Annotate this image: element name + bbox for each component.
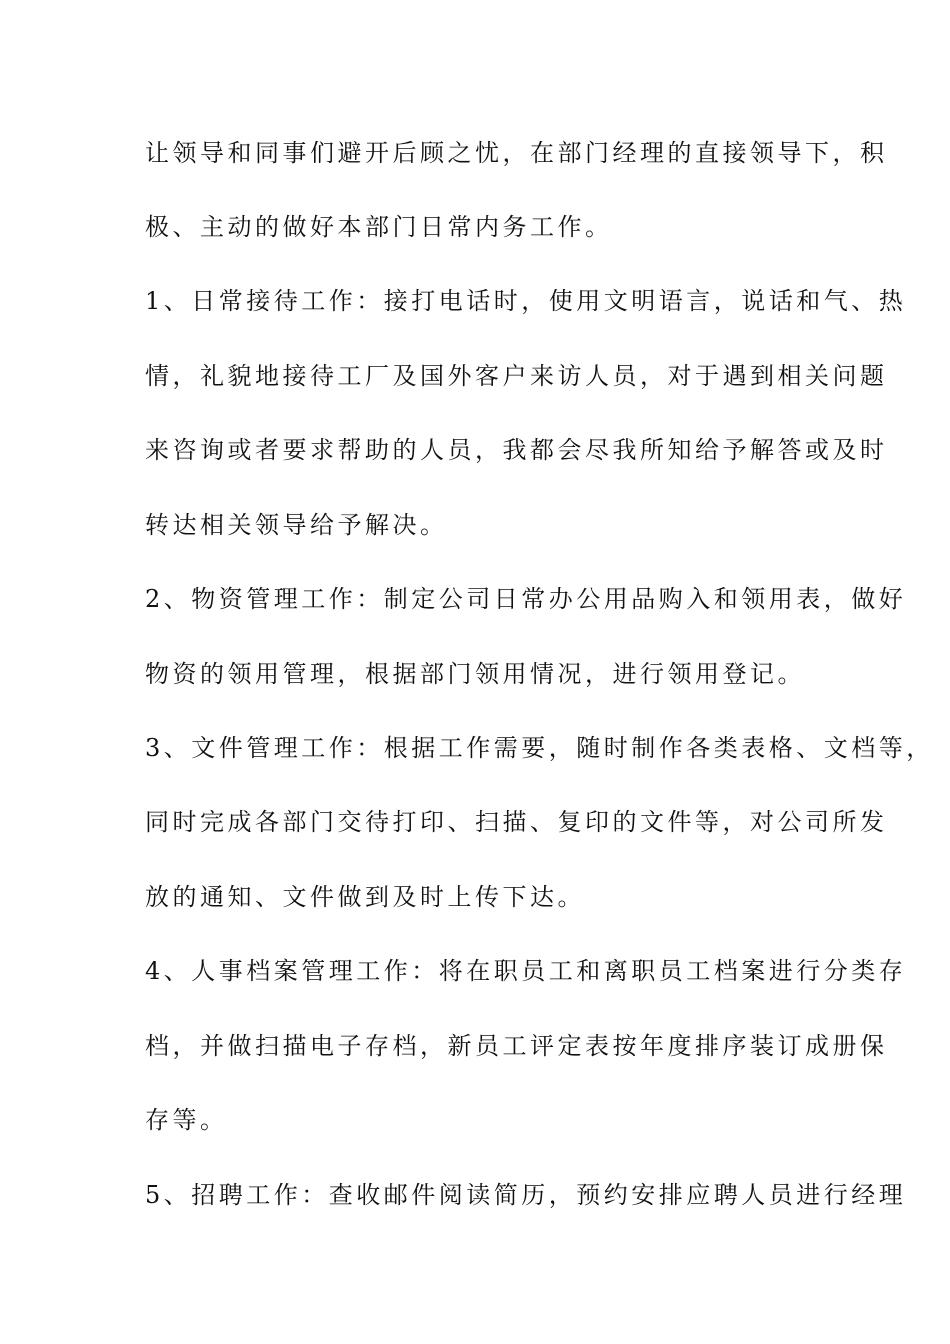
text-line: 物资的领用管理，根据部门领用情况，进行领用登记。 bbox=[145, 660, 805, 688]
text-line: 4、人事档案管理工作：将在职员工和离职员工档案进行分类存 bbox=[145, 957, 907, 985]
text-line: 来咨询或者要求帮助的人员，我都会尽我所知给予解答或及时 bbox=[145, 436, 888, 464]
text-line: 转达相关领导给予解决。 bbox=[145, 511, 448, 539]
text-line: 让领导和同事们避开后顾之忧，在部门经理的直接领导下，积 bbox=[145, 139, 888, 167]
text-line: 同时完成各部门交待打印、扫描、复印的文件等，对公司所发 bbox=[145, 808, 888, 836]
text-line: 5、招聘工作：查收邮件阅读简历，预约安排应聘人员进行经理 bbox=[145, 1181, 907, 1209]
text-line: 极、主动的做好本部门日常内务工作。 bbox=[145, 213, 613, 241]
text-line: 存等。 bbox=[145, 1106, 228, 1134]
text-line: 情，礼貌地接待工厂及国外客户来访人员，对于遇到相关问题 bbox=[145, 362, 888, 390]
text-line: 放的通知、文件做到及时上传下达。 bbox=[145, 883, 585, 911]
text-line: 3、文件管理工作：根据工作需要，随时制作各类表格、文档等， bbox=[145, 734, 934, 762]
text-line: 2、物资管理工作：制定公司日常办公用品购入和领用表，做好 bbox=[145, 585, 907, 613]
text-line: 档，并做扫描电子存档，新员工评定表按年度排序装订成册保 bbox=[145, 1032, 888, 1060]
text-line: 1、日常接待工作：接打电话时，使用文明语言，说话和气、热 bbox=[145, 287, 907, 315]
